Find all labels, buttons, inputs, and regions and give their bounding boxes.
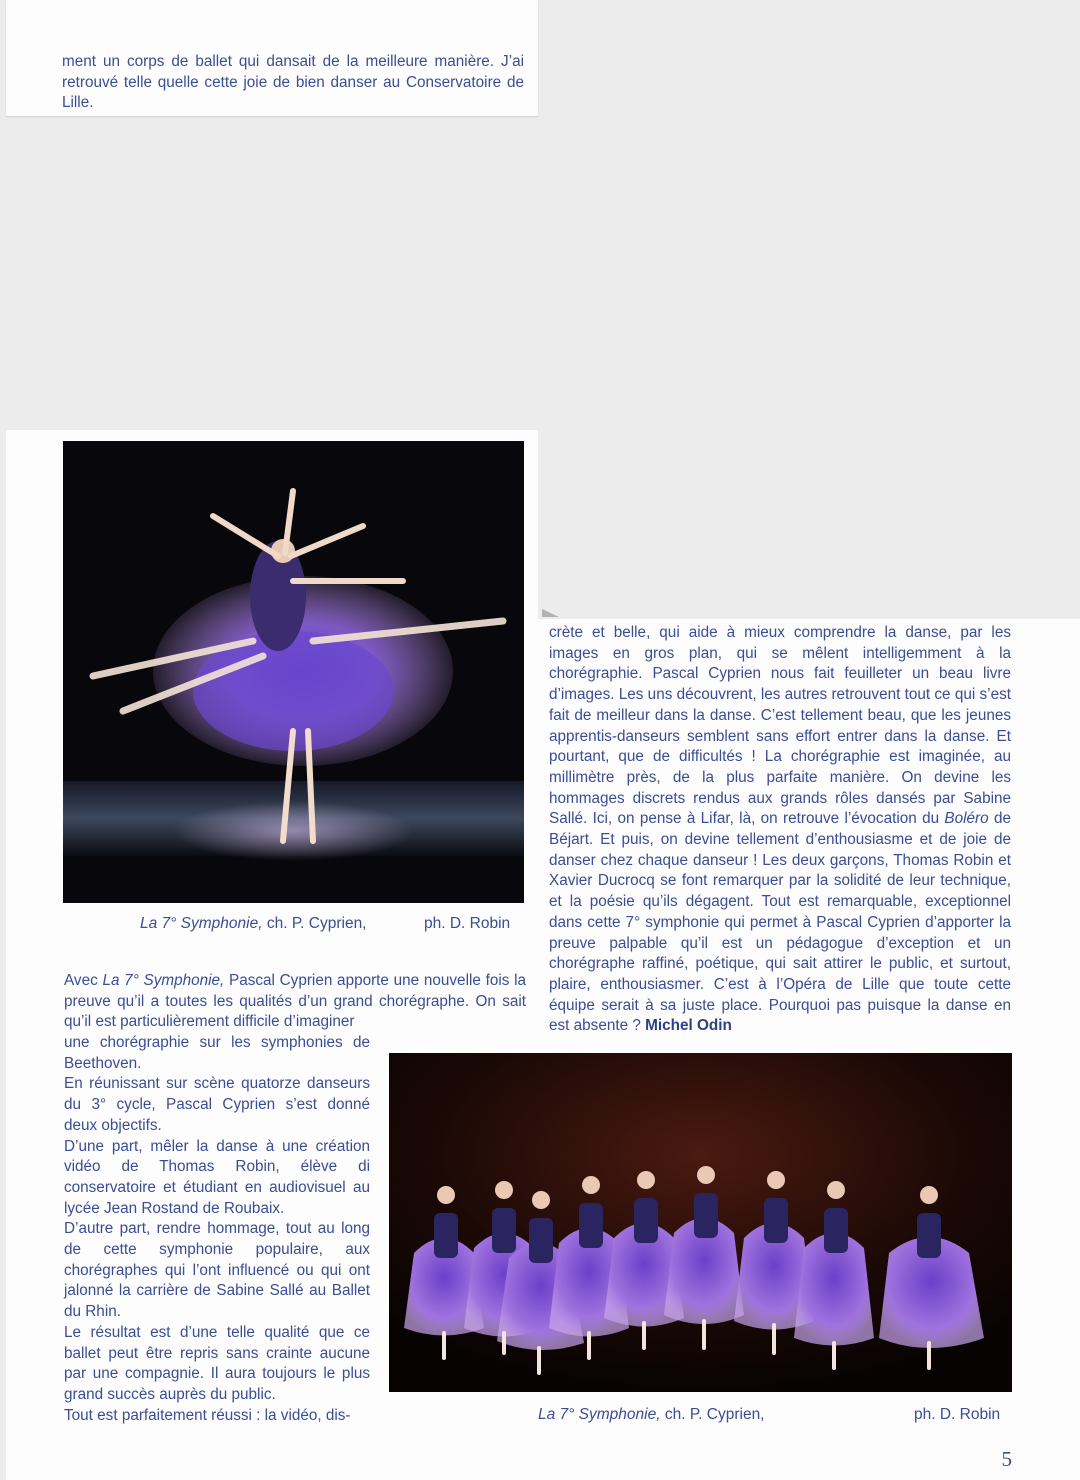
- col2-body: [549, 623, 1011, 1037]
- top-paragraph: ment un corps de ballet qui dansait de la meilleure manière. J’ai retrouvé telle quelle cette joie de bien danser au Conservatoire de Lille.: [62, 53, 524, 112]
- col2-text-part2: de Béjart. Et puis, on devine tellement d’enthousiasme et de joie de danser chez chaque danseur ! Les deux garçons, Thomas Robin et Xavier Ducrocq se font remarquer par la solidité de leur technique, et la poésie qu’ils dégagent. Tout est remarquable, exceptionnel dans cette 7° symphonie qui permet à Pascal Cyprien d’apporter la preuve palpable qu’il est un pédagogue d’exception et un chorégraphe raffiné, poétique, qui sait attirer le public, et surtout, plaire, enthousiasmer. C’est à l’Opéra de Lille que toute cette équipe serait à sa juste place. Pourquoi pas puisque la danse en est absente ?: [549, 810, 1011, 1035]
- photo1-photographer: ph. D. Robin: [424, 915, 511, 932]
- photo2-caption-title: La 7° Symphonie,: [538, 1406, 661, 1423]
- photo2-caption: [538, 1406, 765, 1424]
- photo1-caption: [140, 915, 367, 933]
- col1-intro-title: La 7° Symphonie,: [102, 972, 225, 989]
- col1-intro: [64, 971, 526, 1033]
- col2-bolero-title: Boléro: [944, 810, 989, 828]
- dancer-photo: [63, 441, 524, 903]
- col1-intro-post: Pascal Cyprien apporte une nouvelle fois la preuve qu’il a toutes les qualités d’un grand chorégraphe. On sait qu’il est particulièrement difficile d’imaginer: [64, 972, 527, 1031]
- corner-mark: [541, 604, 561, 612]
- col1-paragraph: En réunissant sur scène quatorze danseurs du 3° cycle, Pascal Cyprien s’est donné deux objectifs.: [64, 1075, 370, 1134]
- col2-text-part1: crète et belle, qui aide à mieux comprendre la danse, par les images en gros plan, qui se mêlent intelligemment à la chorégraphie. Pascal Cyprien nous fait feuilleter un beau livre d’images. Les uns découvrent, les autres retrouvent tout ce qui s’est fait de meilleur dans la danse. C’est tellement beau, que les jeunes apprentis-danseurs semblent sans effort entrer dans la danse. Et pourtant, que de difficultés ! La chorégraphie est imaginée, au millimètre près, de la plus parfaite manière. On devine les hommages discrets rendus aux grands rôles dansés par Sabine Sallé. Ici, on pense à Lifar, là, on retrouve l’évocation du: [549, 624, 1011, 828]
- col1-paragraph: D’autre part, rendre hommage, tout au long de cette symphonie populaire, aux chorégraphes qui l’ont influencé ou qui ont jalonné la carrière de Sabine Sallé au Ballet du Rhin.: [64, 1220, 370, 1321]
- col1-paragraph: Le résultat est d’une telle qualité que ce ballet peut être repris sans crainte aucune par une compagnie. Il aura toujours le plus grand succès auprès du public.: [64, 1323, 370, 1403]
- photo1-caption-title: La 7° Symphonie,: [140, 915, 263, 932]
- photo2-photographer: ph. D. Robin: [914, 1406, 1001, 1423]
- photo1-caption-credit: ch. P. Cyprien,: [262, 915, 367, 932]
- col1-paragraph: D’une part, mêler la danse à une création vidéo de Thomas Robin, élève di conservatoire et étudiant en audiovisuel au lycée Jean Rostand de Roubaix.: [64, 1137, 370, 1217]
- col1-body: [64, 1033, 370, 1426]
- photo2-caption-credit: ch. P. Cyprien,: [660, 1406, 765, 1423]
- col1-paragraph: Tout est parfaitement réussi : la vidéo, dis-: [64, 1406, 351, 1424]
- author-signature: Michel Odin: [645, 1017, 732, 1035]
- col1-paragraph: une chorégraphie sur les symphonies de Beethoven.: [64, 1034, 370, 1072]
- ensemble-photo: [389, 1053, 1012, 1392]
- page-number: 5: [1001, 1447, 1012, 1471]
- col1-intro-pre: Avec: [64, 972, 103, 989]
